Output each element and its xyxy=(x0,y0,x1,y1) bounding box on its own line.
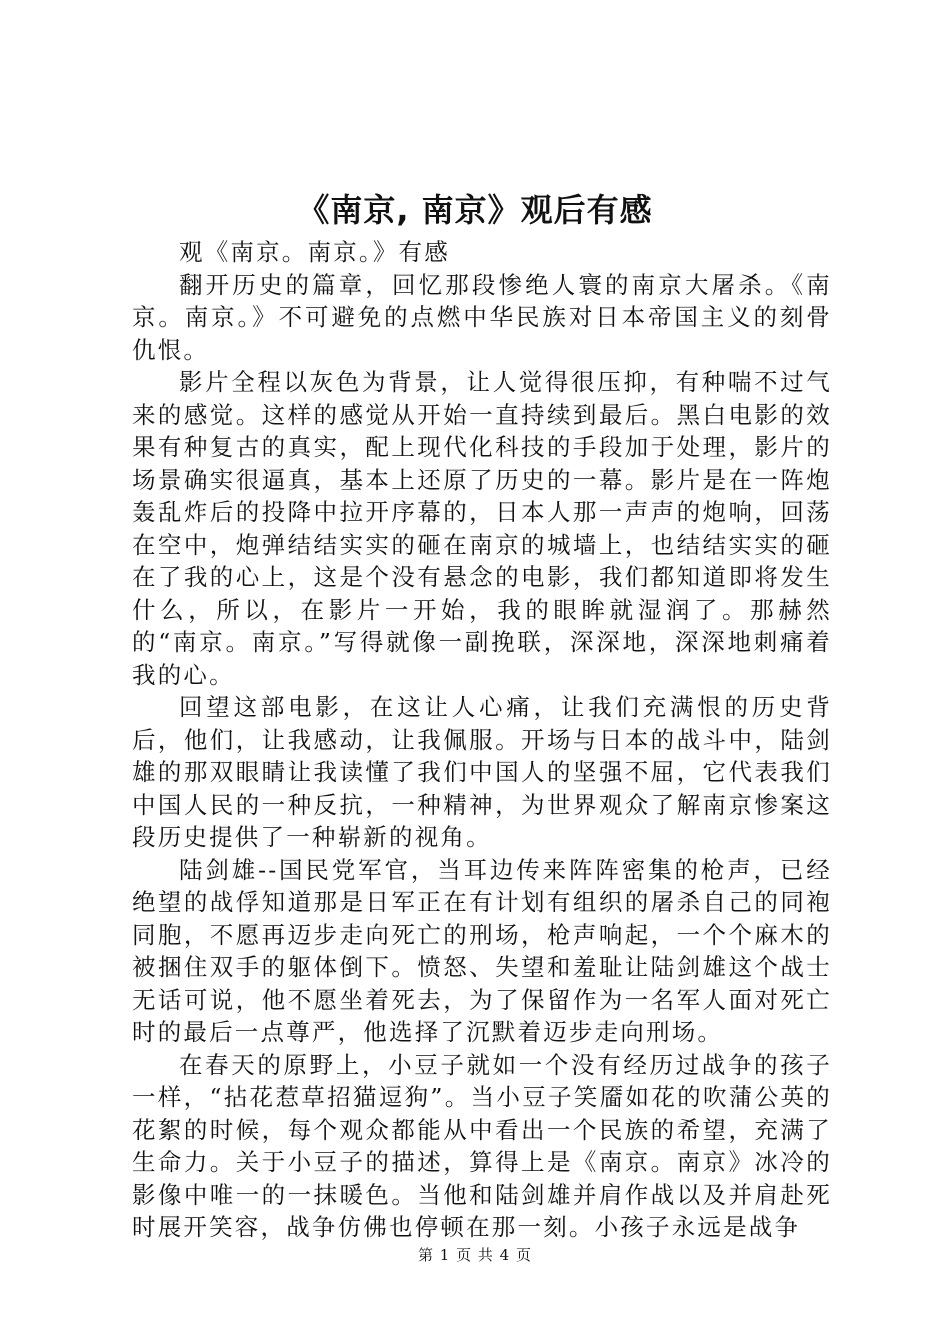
paragraph: 陆剑雄--国民党军官，当耳边传来阵阵密集的枪声，已经绝望的战俘知道那是日军正在有计划有组织的屠杀自己的同袍同胞，不愿再迈步走向死亡的刑场，枪声响起，一个个麻木的被捆住双手的躯体倒下。愤怒、失望和羞耻让陆剑雄这个战士无话可说，他不愿坐着死去，为了保留作为一名军人面对死亡时的最后一点尊严，他选择了沉默着迈步走向刑场。 xyxy=(132,855,832,1046)
paragraph: 回望这部电影，在这让人心痛，让我们充满恨的历史背后，他们，让我感动，让我佩服。开场与日本的战斗中，陆剑雄的那双眼睛让我读懂了我们中国人的坚强不屈，它代表我们中国人民的一种反抗，一种精神，为世界观众了解南京惨案这段历史提供了一种崭新的视角。 xyxy=(132,693,832,851)
document-body xyxy=(132,236,832,1244)
paragraph-heading: 观《南京。南京。》有感 xyxy=(179,238,450,266)
page-footer: 第 1 页 共 4 页 xyxy=(418,1246,532,1264)
document-title: 《南京, 南京》观后有感 xyxy=(297,191,653,229)
paragraph: 影片全程以灰色为背景，让人觉得很压抑，有种喘不过气来的感觉。这样的感觉从开始一直持续到最后。黑白电影的效果有种复古的真实，配上现代化科技的手段加于处理，影片的场景确实很逼真，基本上还原了历史的一幕。影片是在一阵炮轰乱炸后的投降中拉开序幕的，日本人那一声声的炮响，回荡在空中，炮弹结结实实的砸在南京的城墙上，也结结实实的砸在了我的心上，这是个没有悬念的电影，我们都知道即将发生什么，所以，在影片一开始，我的眼眸就湿润了。那赫然的“南京。南京。”写得就像一副挽联，深深地，深深地刺痛着我的心。 xyxy=(132,368,832,689)
paragraph: 在春天的原野上，小豆子就如一个没有经历过战争的孩子一样，“拈花惹草招猫逗狗”。当小豆子笑靥如花的吹蒲公英的花絮的时候，每个观众都能从中看出一个民族的希望，充满了生命力。关于小豆子的描述，算得上是《南京。南京》冰冷的影像中唯一的一抹暖色。当他和陆剑雄并肩作战以及并肩赴死时展开笑容，战争仿佛也停顿在那一刻。小孩子永远是战争 xyxy=(132,1050,832,1241)
paragraph: 翻开历史的篇章，回忆那段惨绝人寰的南京大屠杀。《南京。南京。》不可避免的点燃中华民族对日本帝国主义的刻骨仇恨。 xyxy=(132,270,832,364)
